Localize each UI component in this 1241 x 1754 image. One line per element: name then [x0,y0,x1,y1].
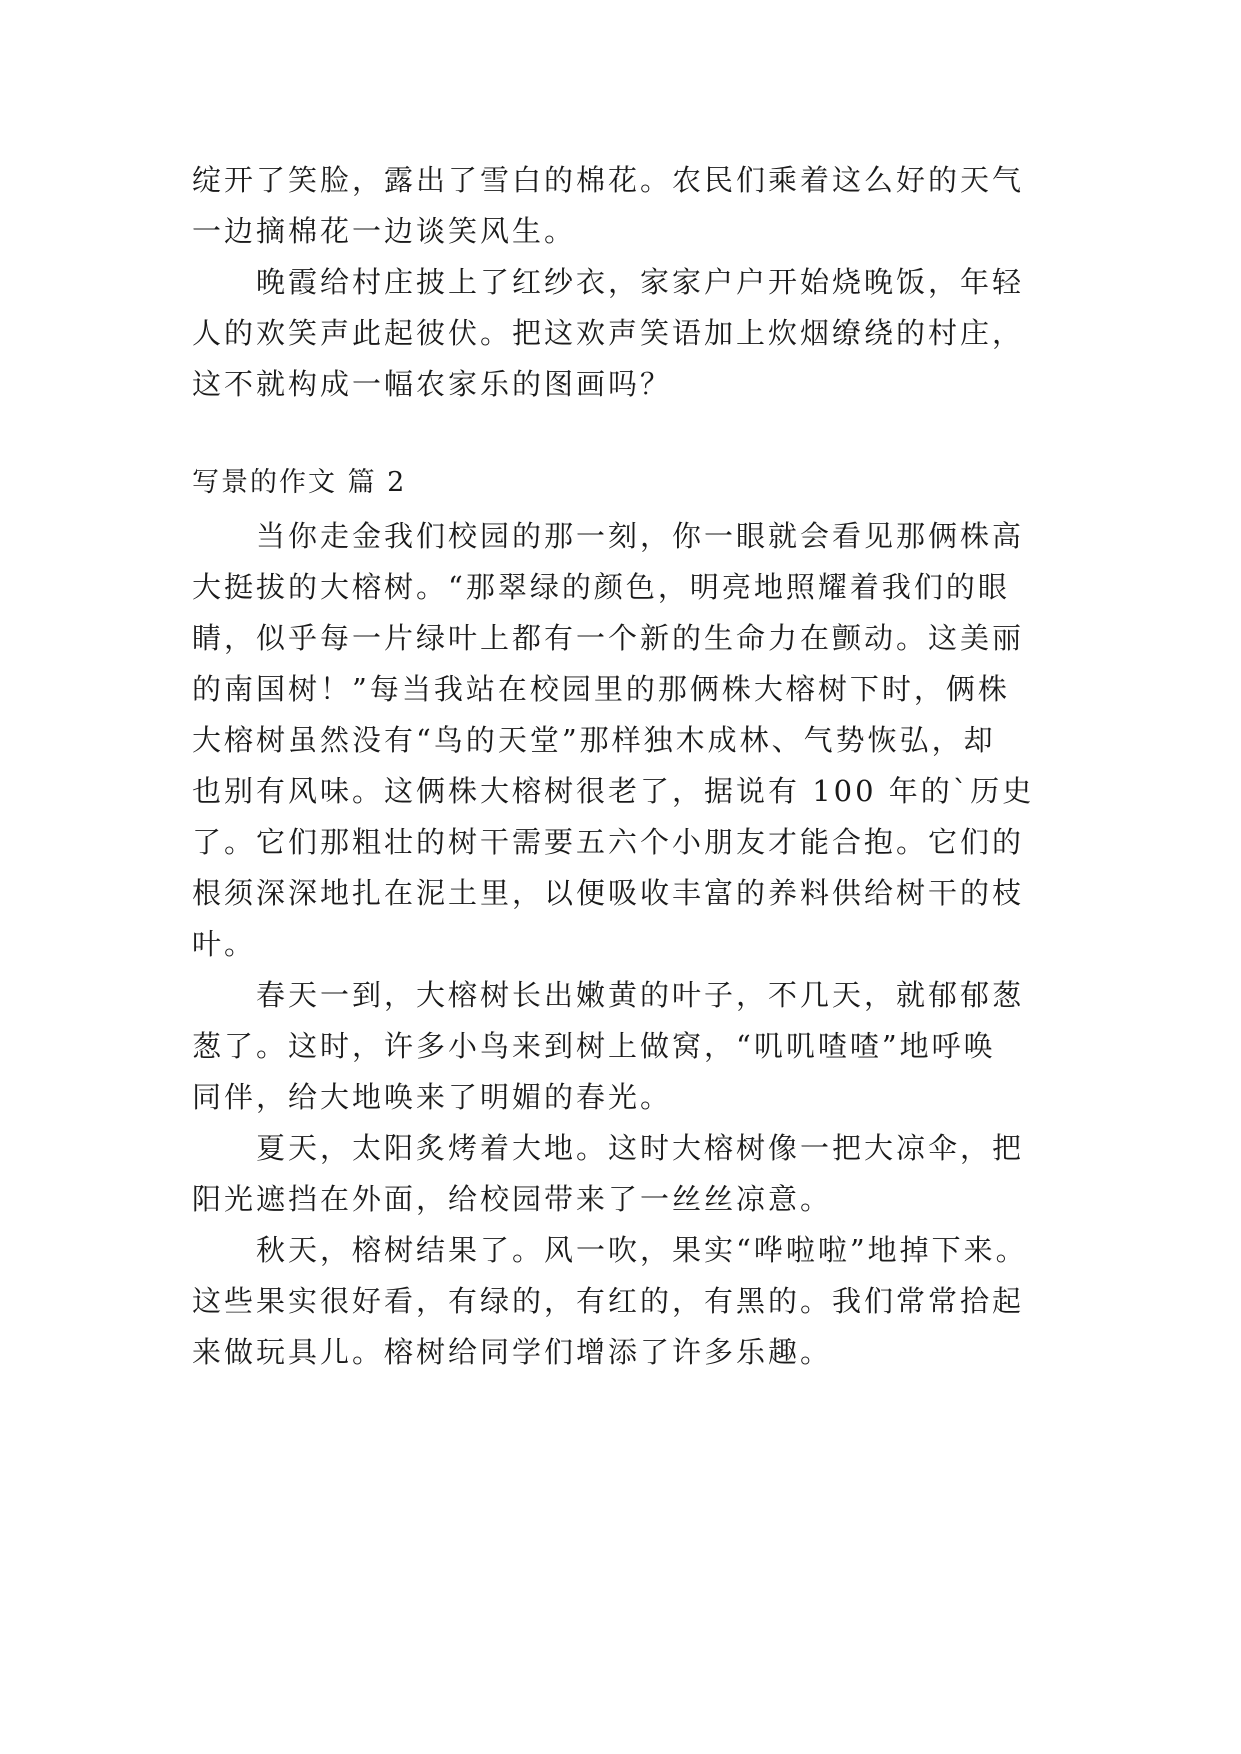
paragraph-line: 晚霞给村庄披上了红纱衣，家家户户开始烧晚饭，年轻 [192,265,1025,299]
paragraph-line: 当你走金我们校园的那一刻，你一眼就会看见那俩株高 [192,519,1025,553]
paragraph-line: 同伴，给大地唤来了明媚的春光。 [192,1080,673,1114]
paragraph-line: 根须深深地扎在泥土里，以便吸收丰富的养料供给树干的枝 [192,876,1025,910]
paragraph-line: 叶。 [192,927,257,961]
paragraph-line: 葱了。这时，许多小鸟来到树上做窝，“叽叽喳喳”地呼唤 [192,1029,996,1063]
paragraph-line: 了。它们那粗壮的树干需要五六个小朋友才能合抱。它们的 [192,825,1025,859]
paragraph-line: 也别有风味。这俩株大榕树很老了，据说有 100 年的`历史 [192,774,1035,808]
section-heading: 写景的作文 篇 2 [192,467,407,498]
paragraph-line: 夏天，太阳炙烤着大地。这时大榕树像一把大凉伞，把 [192,1131,1025,1165]
paragraph-line: 一边摘棉花一边谈笑风生。 [192,214,577,248]
paragraph-line: 大榕树虽然没有“鸟的天堂”那样独木成林、气势恢弘，却 [192,723,996,757]
paragraph-line: 大挺拔的大榕树。“那翠绿的颜色，明亮地照耀着我们的眼 [192,570,1010,604]
paragraph-line: 绽开了笑脸，露出了雪白的棉花。农民们乘着这么好的天气 [192,163,1025,197]
paragraph-line: 这不就构成一幅农家乐的图画吗？ [192,367,673,401]
paragraph-line: 来做玩具儿。榕树给同学们增添了许多乐趣。 [192,1335,833,1369]
paragraph-line: 春天一到，大榕树长出嫩黄的叶子，不几天，就郁郁葱 [192,978,1025,1012]
paragraph-line: 睛，似乎每一片绿叶上都有一个新的生命力在颤动。这美丽 [192,621,1025,655]
paragraph-line: 阳光遮挡在外面，给校园带来了一丝丝凉意。 [192,1182,833,1216]
paragraph-line: 人的欢笑声此起彼伏。把这欢声笑语加上炊烟缭绕的村庄， [192,316,1025,350]
paragraph-line: 的南国树！”每当我站在校园里的那俩株大榕树下时，俩株 [192,672,1010,706]
paragraph-line: 这些果实很好看，有绿的，有红的，有黑的。我们常常拾起 [192,1284,1025,1318]
paragraph-line: 秋天，榕树结果了。风一吹，果实“哗啦啦”地掉下来。 [192,1233,1028,1267]
